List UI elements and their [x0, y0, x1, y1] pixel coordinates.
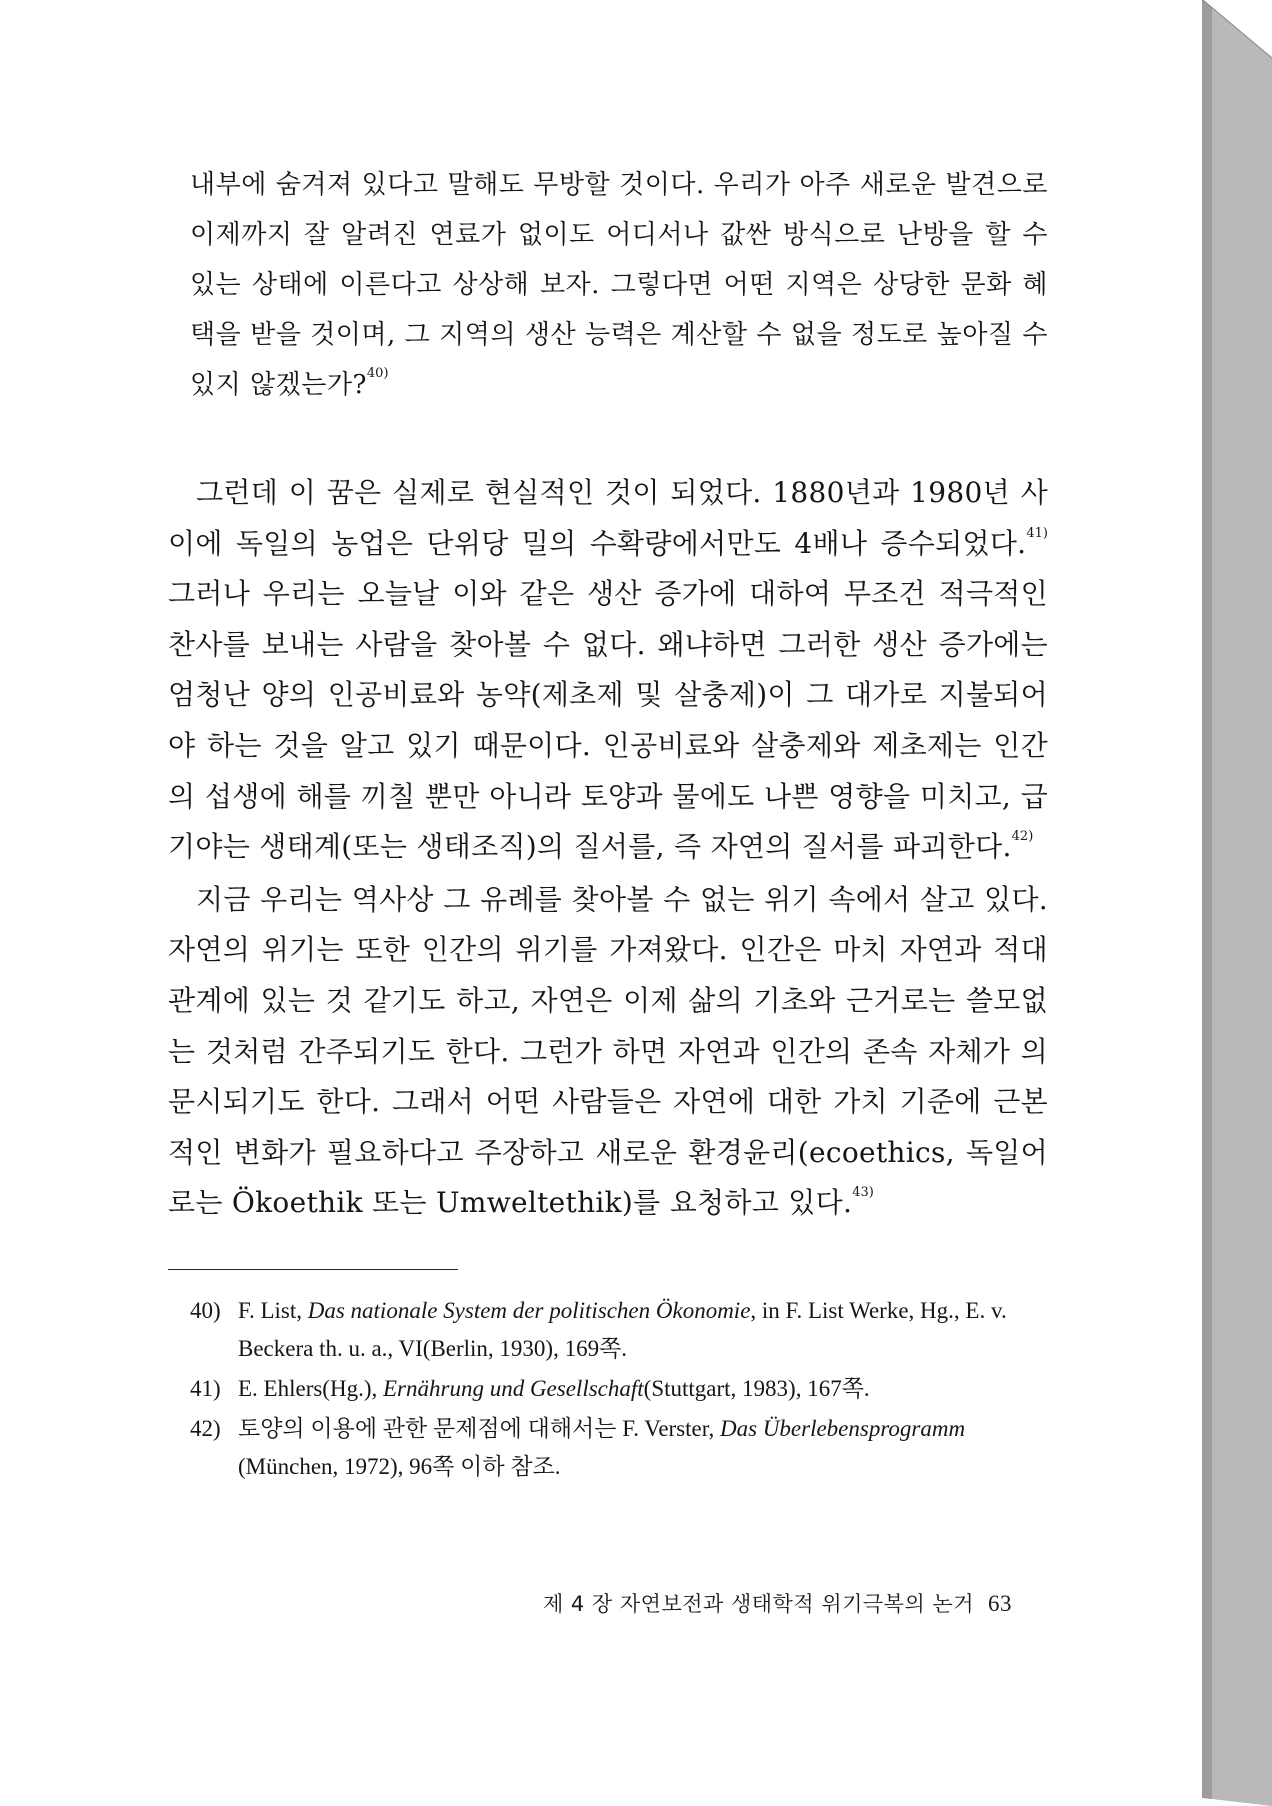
footnote-number: 40)	[190, 1297, 221, 1323]
block-quote	[190, 160, 1048, 410]
quote-paragraph	[190, 160, 1048, 410]
footnote-title: Ernährung und Gesellschaft	[383, 1375, 644, 1401]
page-number: 63	[988, 1591, 1012, 1616]
paragraph-2-text: 지금 우리는 역사상 그 유례를 찾아볼 수 없는 위기 속에서 살고 있다. 자연의 위기는 또한 인간의 위기를 가져왔다. 인간은 마치 자연과 적대관계에 있는 것 같기도 하고, 자연은 이제 삶의 기초와 근거로는 쓸모없는 것처럼 간주되기도 한다. 그런가 하면 자연과 인간의 존속 자체가 의문시되기도 한다. 그래서 어떤 사람들은 자연에 대한 가치 기준에 근본적인 변화가 필요하다고 주장하고 새로운 환경윤리(ecoethics, 독일어로는 Ökoethik 또는 Umweltethik)를 요청하고 있다.	[168, 882, 1048, 1220]
footnote-text	[238, 1292, 1048, 1368]
footnote-40	[168, 1292, 1048, 1368]
footnote-source: , in F. List Werke, Hg., E. v. Beckera th. u. a., VI(Berlin, 1930), 169쪽.	[238, 1297, 1007, 1361]
footnote-title: Das nationale System der politischen Ökonomie	[307, 1297, 751, 1323]
paragraph-1	[168, 468, 1048, 873]
footnote-41	[168, 1370, 1048, 1408]
footnote-number: 42)	[190, 1415, 221, 1441]
paragraph-2	[168, 875, 1048, 1229]
footnote-author: 토양의 이용에 관한 문제점에 대해서는 F. Verster,	[238, 1415, 720, 1441]
footnote-42	[168, 1410, 1048, 1486]
running-footer	[472, 1588, 1012, 1618]
footnotes	[168, 1292, 1048, 1486]
footnote-ref-40[interactable]: 40)	[366, 366, 389, 381]
footnote-title: Das Überlebensprogramm	[720, 1415, 966, 1441]
body-text	[168, 468, 1048, 1229]
paragraph-1-text-b: 그러나 우리는 오늘날 이와 같은 생산 증가에 대하여 무조건 적극적인 찬사를 보내는 사람을 찾아볼 수 없다. 왜냐하면 그러한 생산 증가에는 엄청난 양의 인공비료와 농약(제초제 및 살충제)이 그 대가로 지불되어야 하는 것을 알고 있기 때문이다. 인공비료와 살충제와 제초제는 인간의 섭생에 해를 끼칠 뿐만 아니라 토양과 물에도 나쁜 영향을 미치고, 급기야는 생태계(또는 생태조직)의 질서를, 즉 자연의 질서를 파괴한다.	[168, 577, 1048, 864]
footnote-ref-42[interactable]: 42)	[1011, 829, 1034, 845]
page-content	[168, 160, 1048, 1488]
footnote-source: (München, 1972), 96쪽 이하 참조.	[238, 1453, 561, 1479]
footnote-source: (Stuttgart, 1983), 167쪽.	[643, 1375, 870, 1401]
footnote-text	[238, 1410, 1048, 1486]
quote-text: 내부에 숨겨져 있다고 말해도 무방할 것이다. 우리가 아주 새로운 발견으로 이제까지 잘 알려진 연료가 없이도 어디서나 값싼 방식으로 난방을 할 수 있는 상태에 이른다고 상상해 보자. 그렇다면 어떤 지역은 상당한 문화 혜택을 받을 것이며, 그 지역의 생산 능력은 계산할 수 없을 정도로 높아질 수 있지 않겠는가?	[190, 170, 1048, 400]
footnote-ref-43[interactable]: 43)	[852, 1185, 874, 1201]
footnote-number: 41)	[190, 1375, 221, 1401]
footnote-divider	[168, 1269, 458, 1270]
footnote-author: F. List,	[238, 1297, 308, 1323]
chapter-title: 제 4 장 자연보전과 생태학적 위기극복의 논거	[542, 1592, 974, 1616]
footnote-author: E. Ehlers(Hg.),	[238, 1375, 383, 1401]
footnote-ref-41[interactable]: 41)	[1026, 525, 1048, 541]
footnote-text	[238, 1370, 1048, 1408]
paragraph-1-text-a: 그런데 이 꿈은 실제로 현실적인 것이 되었다. 1880년과 1980년 사이에 독일의 농업은 단위당 밀의 수확량에서만도 4배나 증수되었다.	[168, 476, 1048, 560]
